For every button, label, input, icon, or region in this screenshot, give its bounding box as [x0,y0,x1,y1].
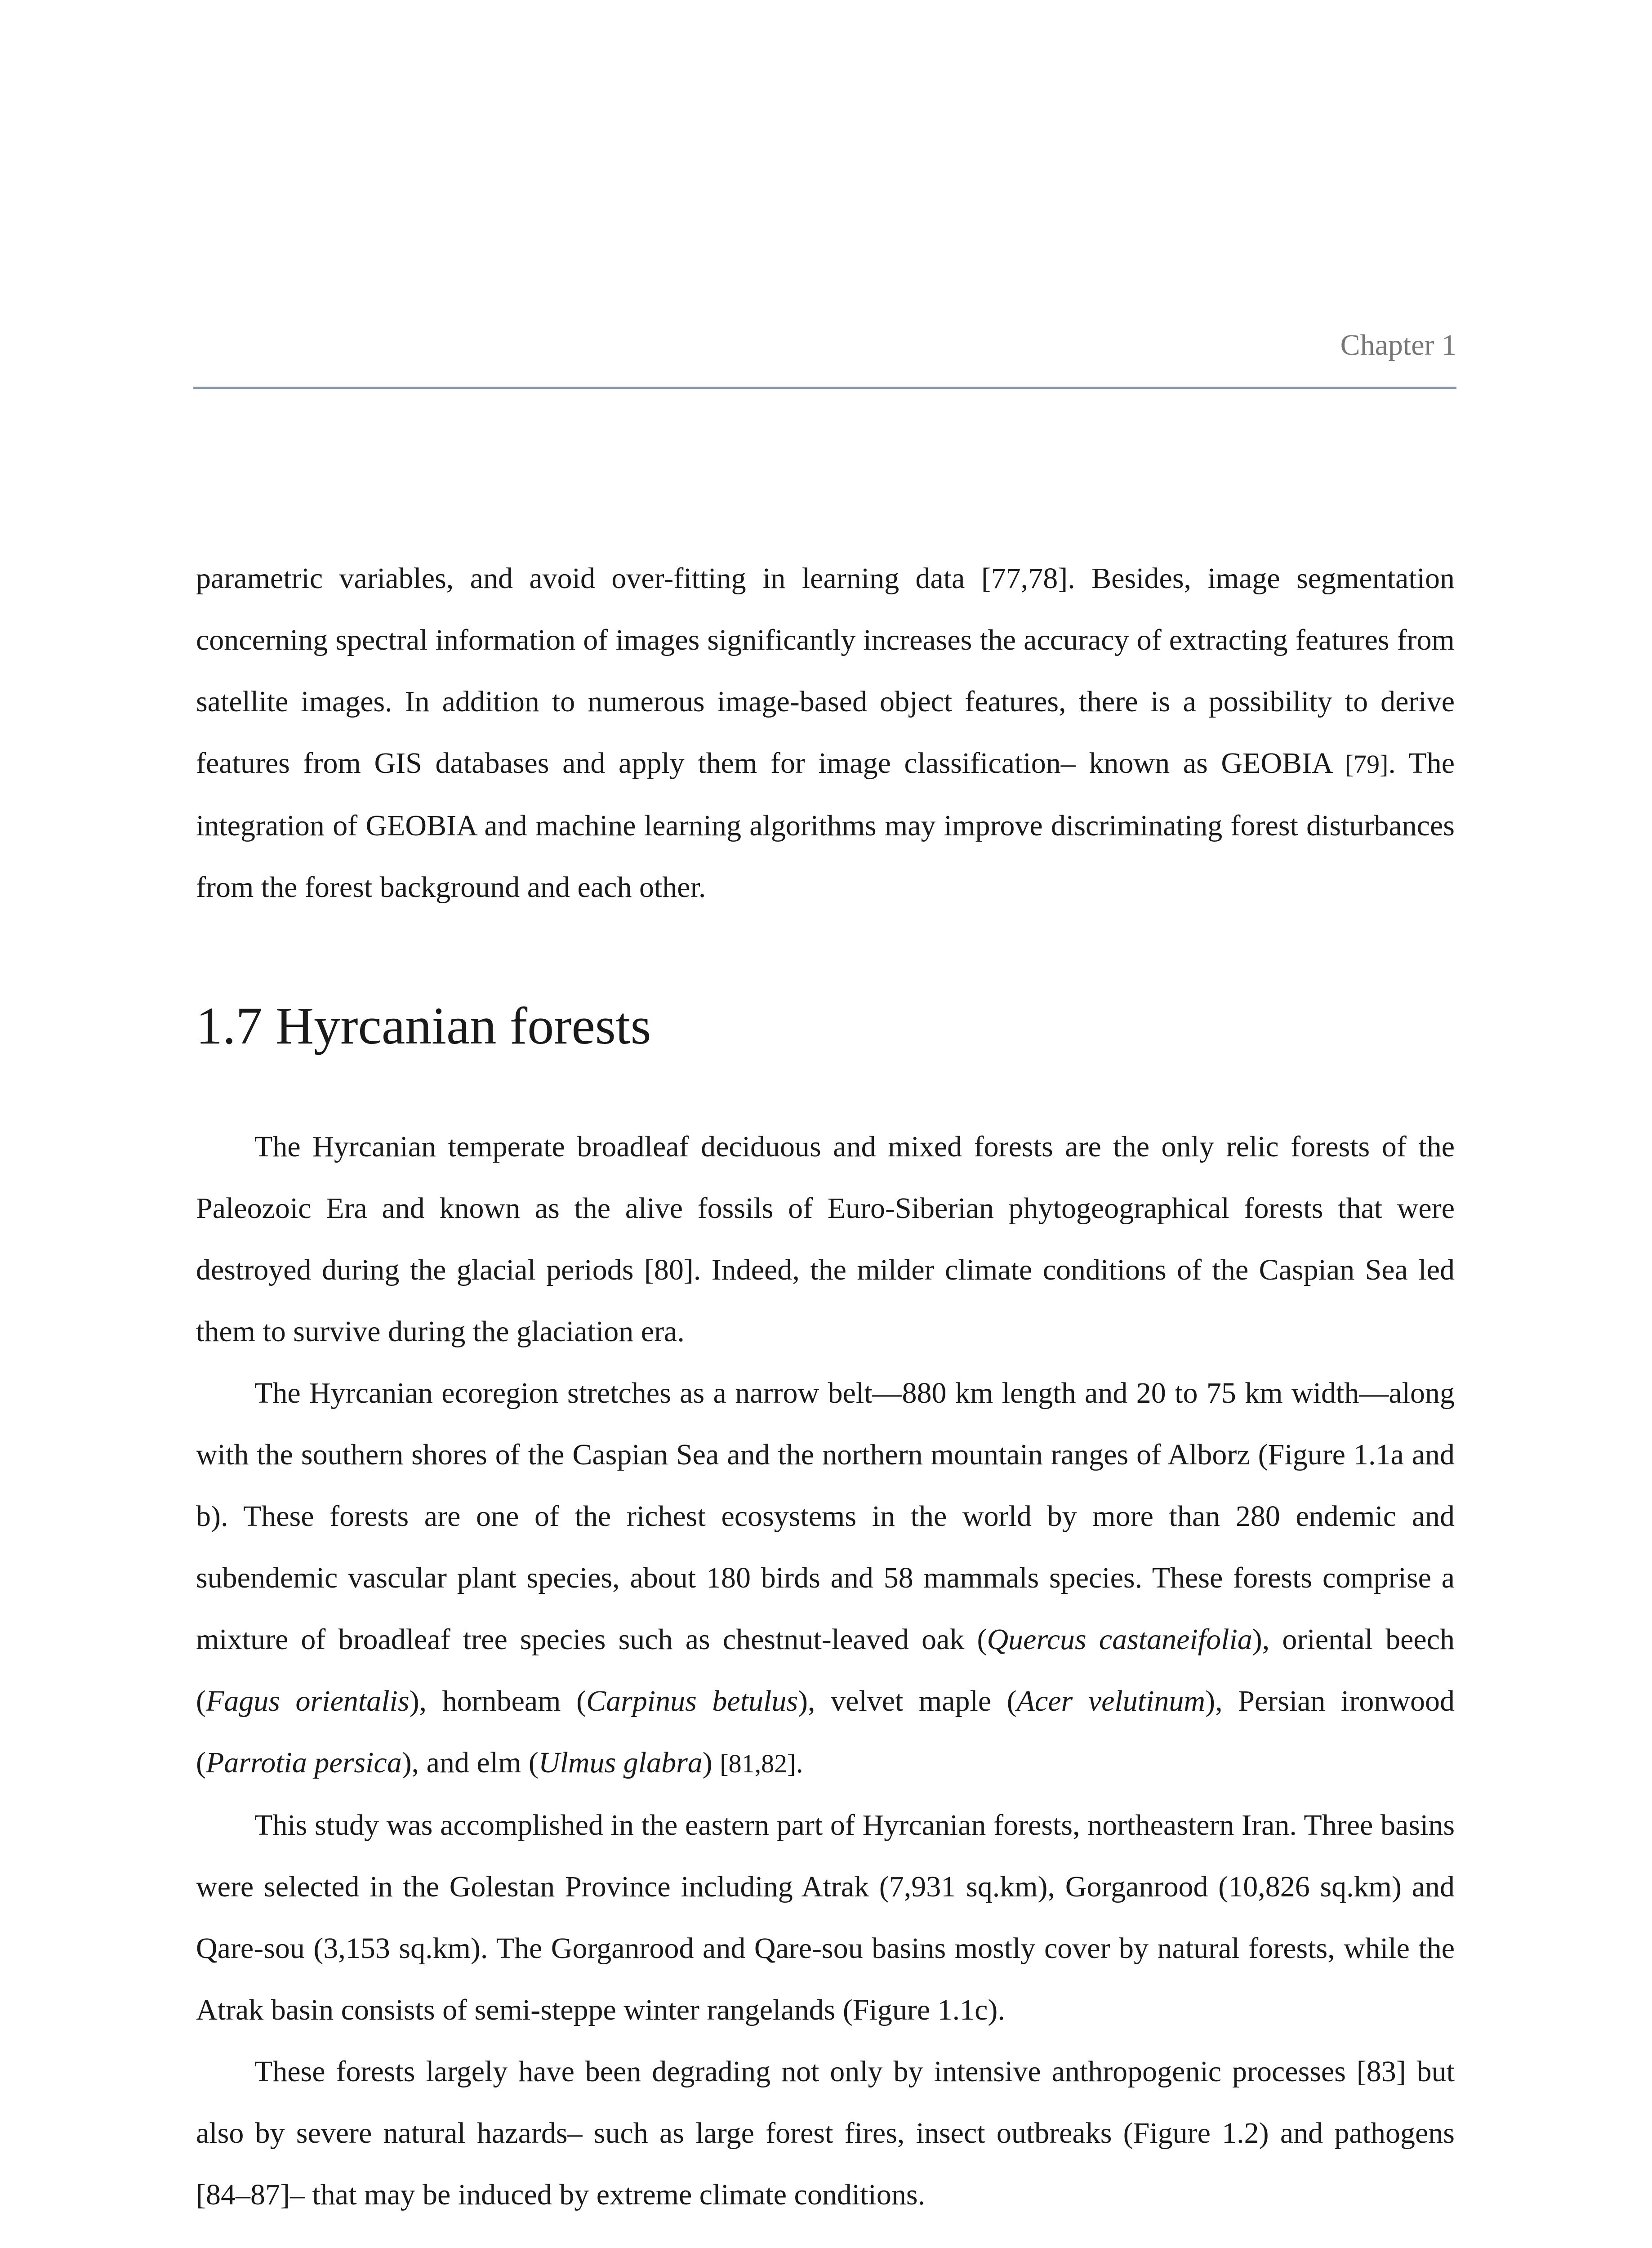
p2-text-6: ), and elm ( [401,1746,539,1779]
species-carpinus: Carpinus betulus [586,1685,798,1717]
paragraph-degradation: These forests largely have been degrading not only by intensive anthropogenic processes [83] but also by severe natural hazards– such as large forest fires, insect outbreaks (Figure 1.2) and pathogens [84–87]– that may be induced by extreme climate conditions. [196,2055,1455,2211]
species-fagus: Fagus orientalis [205,1685,410,1717]
citation-79: [79] [1345,749,1389,779]
p2-text-7: ) [702,1746,720,1779]
section-heading: 1.7 Hyrcanian forests [196,996,651,1055]
header-rule [193,387,1456,389]
intro-text-2: . The integration of GEOBIA and machine learning algorithms may improve discriminating forest disturbances from the forest background and each other. [196,747,1455,904]
species-parrotia: Parrotia persica [205,1746,402,1779]
p2-text-5: ), Persian ironwood ( [196,1685,1455,1779]
running-header-chapter: Chapter 1 [1340,329,1456,361]
paragraph-study-area: This study was accomplished in the eastern part of Hyrcanian forests, northeastern Iran. Three basins were selected in the Golestan Province including Atrak (7,931 sq.km), Gorganrood (10,826 sq.km) and Qare-sou (3,153 sq.km). The Gorganrood and Qare-sou basins mostly cover by natural forests, while the Atrak basin consists of semi-steppe winter rangelands (Figure 1.1c). [196,1809,1455,2026]
species-ulmus: Ulmus glabra [538,1746,703,1779]
paragraph-ecoregion [196,1362,1455,1794]
species-quercus: Quercus castaneifolia [987,1623,1252,1656]
p2-text-8: . [796,1746,803,1779]
citation-81-82: [81,82] [720,1749,796,1778]
p2-text-3: ), hornbeam ( [409,1685,587,1717]
intro-text-1: parametric variables, and avoid over-fitting in learning data [77,78]. Besides, image segmentation concerning spectral information of images significantly increases the accuracy of extracting features from satellite images. In addition to numerous image-based object features, there is a possibility to derive features from GIS databases and apply them for image classification– known as GEOBIA [196,562,1455,780]
p2-text-2: ), oriental beech ( [196,1623,1455,1717]
species-acer: Acer velutinum [1016,1685,1206,1717]
body-text [196,548,1455,2226]
p2-text-1: The Hyrcanian ecoregion stretches as a narrow belt—880 km length and 20 to 75 km width—along with the southern shores of the Caspian Sea and the northern mountain ranges of Alborz (Figure 1.1a and b). These forests are one of the richest ecosystems in the world by more than 280 endemic and subendemic vascular plant species, about 180 birds and 58 mammals species. These forests comprise a mixture of broadleaf tree species such as chestnut-leaved oak ( [196,1377,1455,1656]
intro-paragraph [196,548,1455,918]
paragraph-relic-forests: The Hyrcanian temperate broadleaf deciduous and mixed forests are the only relic forests of the Paleozoic Era and known as the alive fossils of Euro-Siberian phytogeographical forests that were destroyed during the glacial periods [80]. Indeed, the milder climate conditions of the Caspian Sea led them to survive during the glaciation era. [196,1130,1455,1348]
p2-text-4: ), velvet maple ( [798,1685,1017,1717]
